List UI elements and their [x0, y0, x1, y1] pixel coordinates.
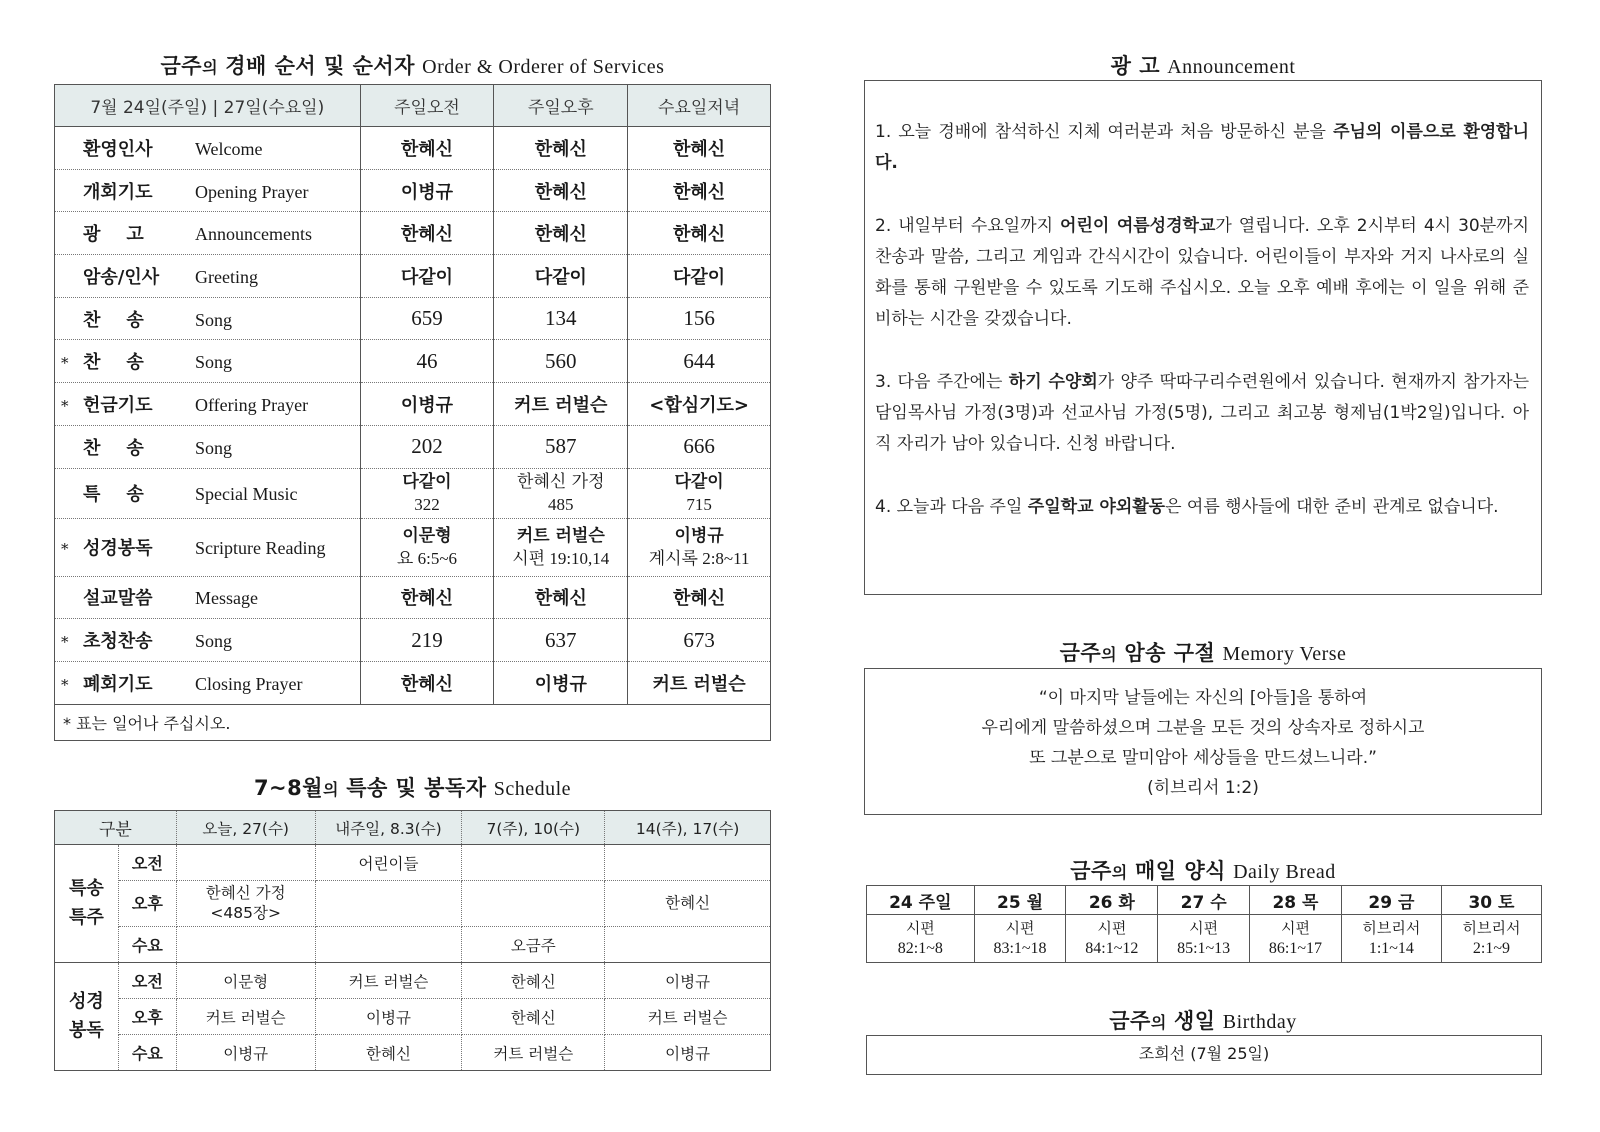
- schedule-cell: 커트 러벌슨: [315, 963, 462, 999]
- order-item: * 성경봉독 Scripture Reading: [55, 518, 361, 576]
- order-cell: 다같이: [360, 255, 494, 298]
- order-cell: 한혜신: [360, 127, 494, 170]
- verse-reference: (히브리서 1:2): [1147, 778, 1259, 798]
- schedule-cell: 이병규: [605, 963, 771, 999]
- order-cell: 한혜신: [494, 169, 628, 212]
- table-row: [55, 963, 771, 999]
- schedule-header-row: [55, 811, 771, 845]
- order-section-title: [54, 50, 771, 80]
- order-cell: 다같이 322: [360, 468, 494, 518]
- schedule-cell: 오금주: [462, 927, 605, 963]
- order-item: * 폐회기도 Closing Prayer: [55, 661, 361, 704]
- schedule-section-title: [54, 772, 771, 802]
- announcement-item: 1. 오늘 경배에 참석하신 지체 여러분과 처음 방문하신 분을 주님의 이름으로 환영합니다.: [875, 122, 1530, 173]
- order-item: 찬송 Song: [55, 297, 361, 340]
- announcement-section-title: [864, 50, 1542, 80]
- order-cell: 커트 러벌슨 시편 19:10,14: [494, 518, 628, 576]
- order-cell: 156: [628, 297, 771, 340]
- order-title-ko: 금주: [160, 54, 203, 78]
- schedule-sub-label: 수요: [118, 1035, 176, 1071]
- order-cell: 666: [628, 425, 771, 468]
- verse-title-en: Memory Verse: [1222, 643, 1347, 665]
- schedule-header-col: 내주일, 8.3(수): [315, 811, 462, 845]
- order-item: * 찬송 Song: [55, 340, 361, 383]
- announcement-title-ko: 광 고: [1110, 54, 1160, 78]
- order-cell: 한혜신: [494, 212, 628, 255]
- schedule-title-en: Schedule: [493, 778, 572, 800]
- table-row: [55, 383, 771, 426]
- schedule-header-col: 7(주), 10(수): [462, 811, 605, 845]
- schedule-sub-label: 오전: [118, 963, 176, 999]
- schedule-cell: 커트 러벌슨: [462, 1035, 605, 1071]
- order-header-date: 7월 24일(주일) | 27일(수요일): [55, 85, 361, 127]
- birthday-section-title: [864, 1005, 1542, 1035]
- table-row: [55, 255, 771, 298]
- order-item: 개회기도 Opening Prayer: [55, 169, 361, 212]
- schedule-cell: [605, 927, 771, 963]
- table-row: [55, 127, 771, 170]
- bread-reading: 시편 84:1~12: [1066, 915, 1158, 963]
- bread-reading: 히브리서 1:1~14: [1341, 915, 1441, 963]
- schedule-title-ko-small: 의: [323, 780, 340, 799]
- bread-day: 25 월: [974, 886, 1066, 915]
- verse-title-ko-small: 의: [1101, 645, 1118, 664]
- bread-reading: 시편 85:1~13: [1158, 915, 1250, 963]
- order-cell: 이병규: [494, 661, 628, 704]
- table-row: [55, 845, 771, 881]
- birthday-title-en: Birthday: [1222, 1011, 1297, 1033]
- verse-line: 또 그분으로 말미암아 세상들을 만드셨느니라.”: [1029, 748, 1377, 768]
- table-row: [55, 661, 771, 704]
- order-item: * 헌금기도 Offering Prayer: [55, 383, 361, 426]
- table-row: [55, 169, 771, 212]
- order-item: * 초청찬송 Song: [55, 619, 361, 662]
- order-header-wednesday-eve: 수요일저녁: [628, 85, 771, 127]
- table-row: [55, 619, 771, 662]
- order-cell: 다같이: [628, 255, 771, 298]
- table-row: [55, 927, 771, 963]
- order-cell: 한혜신: [360, 576, 494, 619]
- order-cell: 커트 러벌슨: [628, 661, 771, 704]
- order-cell: 46: [360, 340, 494, 383]
- order-cell: 한혜신: [360, 661, 494, 704]
- schedule-cell: 이병규: [315, 999, 462, 1035]
- order-cell: 202: [360, 425, 494, 468]
- table-row: [55, 425, 771, 468]
- bread-day: 28 목: [1250, 886, 1342, 915]
- order-cell: 이병규 계시록 2:8~11: [628, 518, 771, 576]
- schedule-cell: 한혜신: [462, 999, 605, 1035]
- bread-reading: 시편 86:1~17: [1250, 915, 1342, 963]
- order-header-sunday-am: 주일오전: [360, 85, 494, 127]
- schedule-sub-label: 오후: [118, 999, 176, 1035]
- table-row: [55, 1035, 771, 1071]
- bread-day: 26 화: [1066, 886, 1158, 915]
- table-row: [55, 881, 771, 927]
- schedule-cell: [176, 927, 315, 963]
- bread-title-en: Daily Bread: [1233, 861, 1336, 883]
- table-row: [55, 518, 771, 576]
- table-row: [55, 212, 771, 255]
- schedule-title-months: 7~8월: [253, 776, 324, 800]
- order-item: 설교말씀 Message: [55, 576, 361, 619]
- order-cell: 이문형 요 6:5~6: [360, 518, 494, 576]
- announcement-item: 4. 오늘과 다음 주일 주일학교 야외활동은 여름 행사들에 대한 준비 관계로 없습니다.: [875, 497, 1499, 517]
- schedule-cell: 한혜신: [605, 881, 771, 927]
- schedule-cell: 이병규: [665, 1044, 711, 1063]
- order-cell: 한혜신: [628, 212, 771, 255]
- verse-title-ko-b: 암송 구절: [1124, 641, 1216, 665]
- order-cell: 한혜신: [494, 576, 628, 619]
- schedule-group-special-music: 특송 특주: [55, 845, 119, 963]
- order-cell: 다같이: [494, 255, 628, 298]
- bread-day: 27 수: [1158, 886, 1250, 915]
- bread-reading: 히브리서 2:1~9: [1462, 918, 1521, 957]
- bread-title-ko-small: 의: [1111, 863, 1128, 882]
- schedule-cell: 커트 러벌슨: [176, 999, 315, 1035]
- schedule-cell: 한혜신: [315, 1035, 462, 1071]
- schedule-cell: 한혜신: [462, 963, 605, 999]
- schedule-sub-label: 오후: [118, 881, 176, 927]
- order-item: 광고 Announcements: [55, 212, 361, 255]
- order-header-sunday-pm: 주일오후: [494, 85, 628, 127]
- order-cell: 587: [494, 425, 628, 468]
- schedule-cell: 한혜신 가정 <485장>: [176, 881, 315, 927]
- schedule-sub-label: 수요: [118, 927, 176, 963]
- order-cell: 637: [494, 619, 628, 662]
- table-row: [55, 999, 771, 1035]
- order-cell: 673: [628, 619, 771, 662]
- order-cell: 한혜신: [628, 127, 771, 170]
- order-item: 환영인사 Welcome: [55, 127, 361, 170]
- bread-day-row: [867, 886, 1542, 915]
- schedule-cell: 커트 러벌슨: [605, 999, 771, 1035]
- order-cell: 커트 러벌슨: [494, 383, 628, 426]
- bread-title-ko-a: 금주: [1070, 859, 1112, 883]
- order-cell: 한혜신: [628, 169, 771, 212]
- schedule-cell: 이문형: [176, 963, 315, 999]
- announcement-box: [864, 80, 1542, 595]
- order-item: 특송 Special Music: [55, 468, 361, 518]
- order-title-ko-rest: 경배 순서 및 순서자: [225, 54, 415, 78]
- schedule-cell: [462, 845, 605, 881]
- bread-reading-row: [867, 915, 1542, 963]
- table-row: [55, 468, 771, 518]
- birthday-title-ko-a: 금주: [1109, 1009, 1151, 1033]
- schedule-table: [54, 810, 771, 1071]
- schedule-sub-label: 오전: [118, 845, 176, 881]
- bread-reading: 시편 83:1~18: [974, 915, 1066, 963]
- schedule-header-category: 구분: [55, 811, 177, 845]
- bread-reading: 시편 82:1~8: [867, 915, 975, 963]
- order-cell: 560: [494, 340, 628, 383]
- bread-title-ko-b: 매일 양식: [1134, 859, 1226, 883]
- order-cell: <합심기도>: [628, 383, 771, 426]
- birthday-box: [866, 1035, 1542, 1075]
- announcement-title-en: Announcement: [1167, 56, 1296, 78]
- table-row: [55, 576, 771, 619]
- order-cell: 134: [494, 297, 628, 340]
- table-row: [55, 297, 771, 340]
- schedule-cell: [176, 845, 315, 881]
- schedule-cell: 어린이들: [315, 845, 462, 881]
- order-cell: 한혜신 가정 485: [494, 468, 628, 518]
- birthday-entry: 조희선 (7월 25일): [1138, 1044, 1270, 1063]
- birthday-title-ko-small: 의: [1150, 1013, 1167, 1032]
- verse-line: “이 마지막 날들에는 자신의 [아들]을 통하여: [1038, 688, 1368, 708]
- order-cell: 한혜신: [494, 127, 628, 170]
- order-cell: 659: [360, 297, 494, 340]
- schedule-cell: 이병규: [176, 1035, 315, 1071]
- order-cell: 644: [628, 340, 771, 383]
- memory-verse-section-title: [864, 637, 1542, 667]
- announcement-item: 3. 다음 주간에는 하기 수양회가 양주 딱따구리수련원에서 있습니다. 현재까지 참가자는 담임목사님 가정(3명)과 선교사님 가정(5명), 그리고 최고봉 형제님(1박2일)입니다. 아직 자리가 남아 있습니다. 신청 바랍니다.: [875, 372, 1529, 454]
- memory-verse-box: [864, 668, 1542, 815]
- order-title-ko-small: 의: [202, 58, 219, 77]
- schedule-header-col: 14(주), 17(수): [605, 811, 771, 845]
- order-header-row: [55, 85, 771, 127]
- schedule-header-col: 오늘, 27(수): [176, 811, 315, 845]
- schedule-group-scripture-reading: 성경 봉독: [55, 963, 119, 1071]
- order-cell: 이병규: [360, 169, 494, 212]
- announcement-item: 2. 내일부터 수요일까지 어린이 여름성경학교가 열립니다. 오후 2시부터 4시 30분까지 찬송과 말씀, 그리고 게임과 간식시간이 있습니다. 어린이들이 부자와 거지 나사로의 실화를 통해 구원받을 수 있도록 기도해 주십시오. 오늘 오후 예배 후에는 이 일을 위해 준비하는 시간을 갖겠습니다.: [875, 216, 1529, 329]
- order-cell: 한혜신: [628, 576, 771, 619]
- schedule-cell: [462, 881, 605, 927]
- daily-bread-section-title: [864, 855, 1542, 885]
- schedule-cell: [605, 845, 771, 881]
- verse-title-ko-a: 금주: [1059, 641, 1102, 665]
- standing-note: * 표는 일어나 주십시오.: [55, 704, 771, 740]
- order-item: 암송/인사 Greeting: [55, 255, 361, 298]
- bread-day: 29 금: [1341, 886, 1441, 915]
- order-title-en: Order & Orderer of Services: [422, 56, 665, 78]
- verse-line: 우리에게 말씀하셨으며 그분을 모든 것의 상속자로 정하시고: [981, 718, 1425, 738]
- order-note-row: [55, 704, 771, 740]
- schedule-cell: [315, 881, 462, 927]
- bread-day: 30 토: [1441, 886, 1541, 915]
- order-cell: 다같이 715: [628, 468, 771, 518]
- schedule-cell: [315, 927, 462, 963]
- order-cell: 이병규: [360, 383, 494, 426]
- order-cell: 한혜신: [360, 212, 494, 255]
- daily-bread-table: [866, 885, 1542, 963]
- bread-day: 24 주일: [867, 886, 975, 915]
- schedule-title-ko: 특송 및 봉독자: [346, 776, 487, 800]
- order-cell: 219: [360, 619, 494, 662]
- table-row: [55, 340, 771, 383]
- birthday-title-ko-b: 생일: [1173, 1009, 1216, 1033]
- order-of-services-table: [54, 84, 771, 741]
- order-item: 찬송 Song: [55, 425, 361, 468]
